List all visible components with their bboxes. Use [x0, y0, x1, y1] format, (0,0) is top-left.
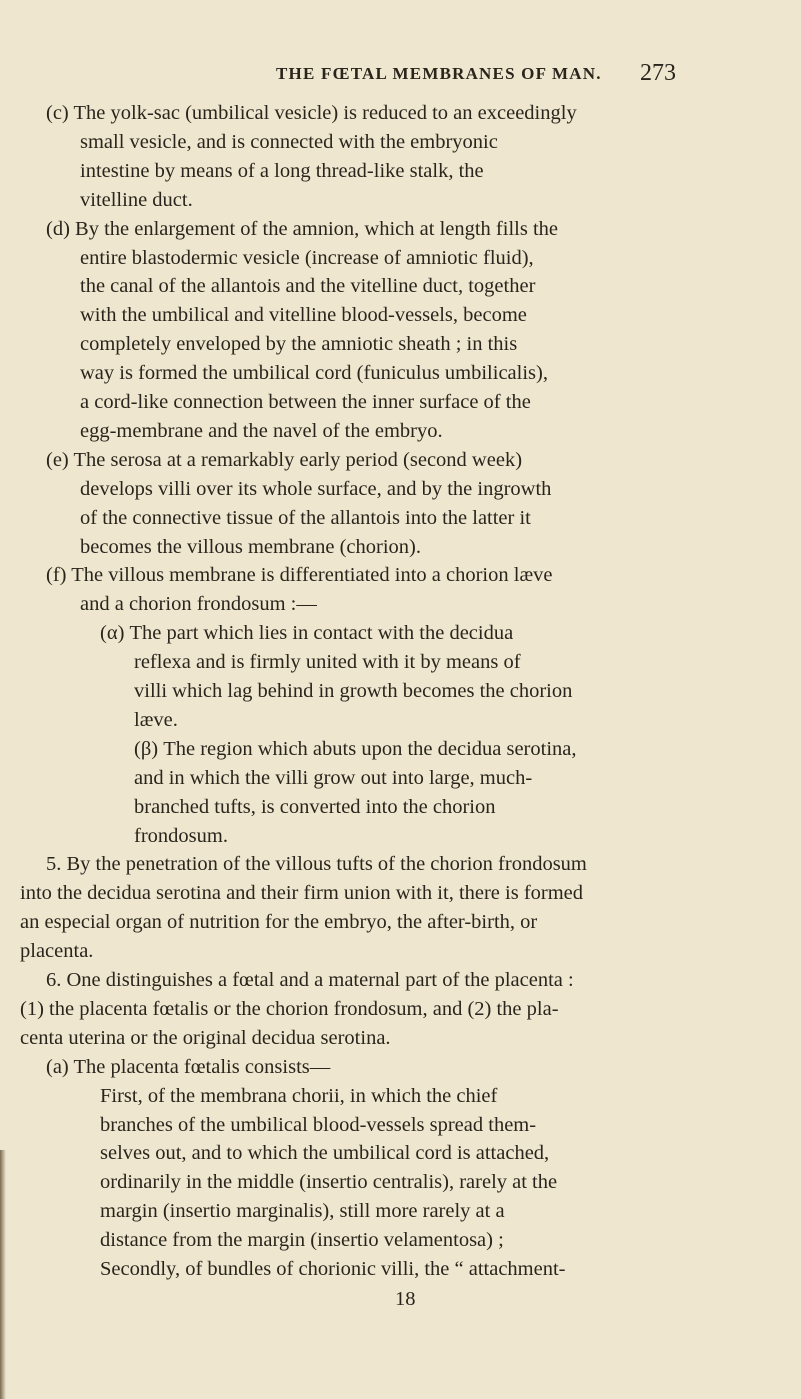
- text-line: læve.: [134, 708, 178, 731]
- text-line: (a) The placenta fœtalis consists—: [46, 1055, 331, 1078]
- text-line: 6. One distinguishes a fœtal and a maternal part of the placenta :: [46, 969, 574, 991]
- text-line: completely enveloped by the amniotic sheath ; in this: [80, 333, 518, 356]
- text-line: distance from the margin (insertio velamentosa) ;: [100, 1229, 504, 1252]
- text-line: Secondly, of bundles of chorionic villi, the “ attachment-: [100, 1258, 566, 1280]
- text-line: (c) The yolk-sac (umbilical vesicle) is reduced to an exceedingly: [46, 102, 577, 124]
- text-line: a cord-like connection between the inner surface of the: [80, 391, 531, 413]
- text-line: egg-membrane and the navel of the embryo.: [80, 419, 443, 442]
- page-edge-shadow: [0, 1150, 6, 1399]
- text-line: branched tufts, is converted into the chorion: [134, 795, 496, 818]
- text-line: (α) The part which lies in contact with the decidua: [100, 622, 514, 645]
- text-line: placenta.: [20, 940, 94, 963]
- text-line: becomes the villous membrane (chorion).: [80, 535, 421, 558]
- text-line: frondosum.: [134, 824, 228, 847]
- text-line: branches of the umbilical blood-vessels spread them-: [100, 1113, 537, 1136]
- text-line: small vesicle, and is connected with the embryonic: [80, 130, 498, 153]
- text-line: and in which the villi grow out into large, much-: [134, 766, 533, 789]
- page-number: 273: [640, 60, 676, 86]
- text-line: ordinarily in the middle (insertio centralis), rarely at the: [100, 1171, 558, 1194]
- text-line: and a chorion frondosum :—: [80, 593, 317, 616]
- running-head: THE FŒTAL MEMBRANES OF MAN.: [276, 64, 602, 83]
- text-line: (e) The serosa at a remarkably early period (second week): [46, 448, 523, 471]
- text-line: 5. By the penetration of the villous tufts of the chorion frondosum: [46, 853, 587, 876]
- text-line: centa uterina or the original decidua serotina.: [20, 1026, 391, 1049]
- page-header: [0, 62, 801, 92]
- text-line: First, of the membrana chorii, in which the chief: [100, 1084, 498, 1107]
- text-line: develops villi over its whole surface, and by the ingrowth: [80, 477, 552, 500]
- text-line: with the umbilical and vitelline blood-vessels, become: [80, 304, 527, 327]
- text-line: villi which lag behind in growth becomes the chorion: [134, 680, 573, 702]
- signature-mark: 18: [395, 1288, 416, 1310]
- text-line: entire blastodermic vesicle (increase of amniotic fluid),: [80, 246, 534, 269]
- text-line: way is formed the umbilical cord (funiculus umbilicalis),: [80, 362, 548, 385]
- text-line: (d) By the enlargement of the amnion, which at length fills the: [46, 217, 558, 240]
- text-line: the canal of the allantois and the vitelline duct, together: [80, 275, 536, 298]
- text-line: (1) the placenta fœtalis or the chorion frondosum, and (2) the pla-: [20, 997, 559, 1020]
- text-line: intestine by means of a long thread-like stalk, the: [80, 159, 484, 182]
- text-line: margin (insertio marginalis), still more rarely at a: [100, 1200, 505, 1223]
- text-line: an especial organ of nutrition for the embryo, the after-birth, or: [20, 911, 538, 934]
- text-line: vitelline duct.: [80, 188, 193, 211]
- text-line: into the decidua serotina and their firm union with it, there is formed: [20, 882, 584, 905]
- text-line: selves out, and to which the umbilical cord is attached,: [100, 1142, 550, 1165]
- text-line: (f) The villous membrane is differentiated into a chorion læve: [46, 564, 553, 587]
- text-line: of the connective tissue of the allantois into the latter it: [80, 506, 531, 529]
- text-line: (β) The region which abuts upon the decidua serotina,: [134, 737, 577, 760]
- text-line: reflexa and is firmly united with it by means of: [134, 651, 521, 674]
